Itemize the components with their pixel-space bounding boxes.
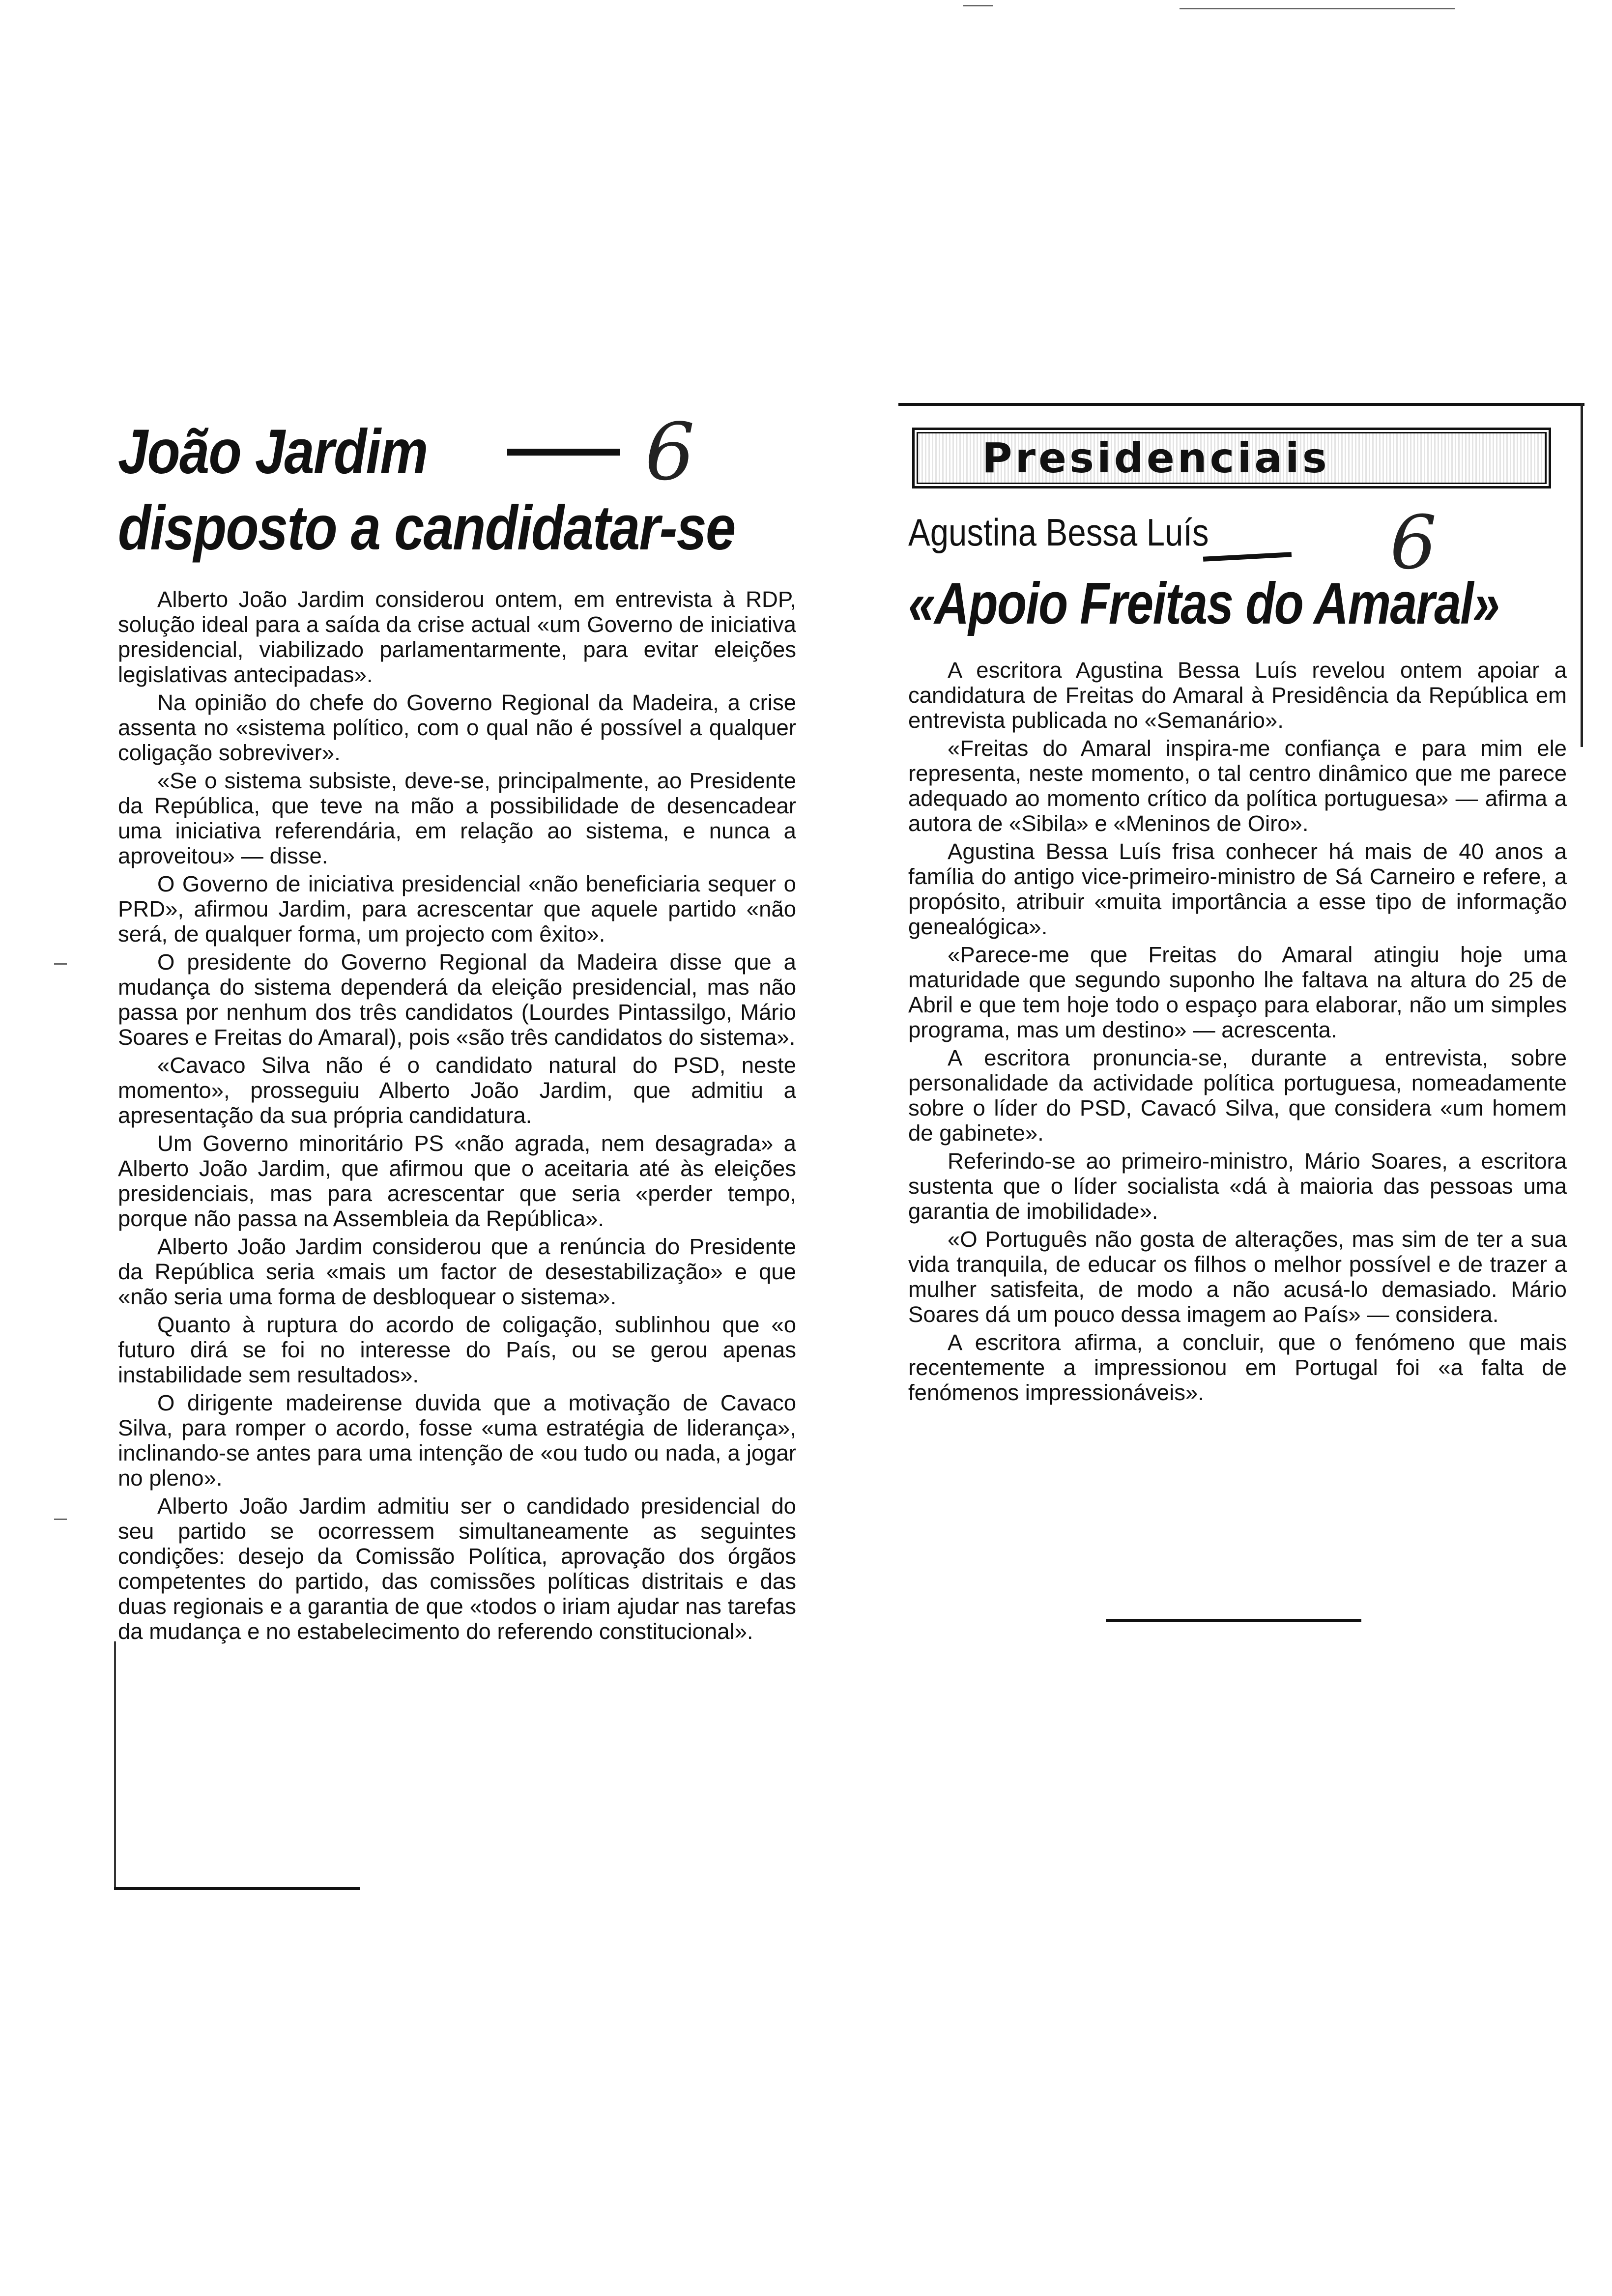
- clipping-edge-rule: [114, 1641, 116, 1890]
- paragraph: O Governo de iniciativa presidencial «não beneficiaria sequer o PRD», afirmou Jardim, para acrescentar que aquele partido «não será, de qualquer forma, um projecto com êxito».: [118, 871, 796, 947]
- left-headline-line1-row: [118, 406, 796, 498]
- handwritten-mark: 6: [645, 406, 695, 498]
- paragraph: Agustina Bessa Luís frisa conhecer há mais de 40 anos a família do antigo vice-primeiro-ministro de Sá Carneiro e refere, a propósito, atribuir «muita importância a esse tipo de informação genealógica».: [908, 839, 1567, 939]
- paragraph: «Parece-me que Freitas do Amaral atingiu hoje uma maturidade que segundo suponho lhe faltava na altura do 25 de Abril e que tem hoje todo o espaço para elaborar, não um simples programa, mas um destino» — acrescenta.: [908, 942, 1567, 1042]
- paragraph: O presidente do Governo Regional da Madeira disse que a mudança do sistema dependerá da eleição presidencial, mas não passa por nenhum dos três candidatos (Lourdes Pintassilgo, Mário Soares e Freitas do Amaral), pois «são três candidatos do sistema».: [118, 949, 796, 1050]
- paragraph: «Freitas do Amaral inspira-me confiança e para mim ele representa, neste momento, o tal centro dinâmico que me parece adequado ao momento crítico da política portuguesa» — afirma a autora de «Sibila» e «Meninos de Oiro».: [908, 736, 1567, 836]
- paragraph: O dirigente madeirense duvida que a motivação de Cavaco Silva, para romper o acordo, fosse «uma estratégia de liderança», inclinando-se antes para uma intenção de «ou tudo ou nada, a jogar no pleno».: [118, 1390, 796, 1491]
- clipping-bottom-rule: [114, 1887, 360, 1890]
- paragraph: «Cavaco Silva não é o candidato natural do PSD, neste momento», prosseguiu Alberto João Jardim, que admitiu a apresentação da sua própria candidatura.: [118, 1053, 796, 1128]
- paragraph: Alberto João Jardim admitiu ser o candidado presidencial do seu partido se ocorressem simultaneamente as seguintes condições: desejo da Comissão Política, aprovação dos órgãos competentes do partido, das comissões políticas distritais e das duas regionais e a garantia de que «todos o iriam ajudar nas tarefas da mudança e no estabelecimento do referendo constitucional».: [118, 1493, 796, 1644]
- scan-mark: [1180, 8, 1455, 9]
- paragraph: «O Português não gosta de alterações, mas sim de ter a sua vida tranquila, de educar os filhos o melhor possível e de trazer a mulher satisfeita, de modo a não acusá-lo demasiado. Mário Soares dá um pouco dessa imagem ao País» — considera.: [908, 1227, 1567, 1327]
- left-headline-line2: disposto a candidatar-se: [118, 493, 735, 563]
- left-headline-line1: João Jardim: [118, 417, 428, 487]
- section-label: Presidenciais: [982, 434, 1330, 482]
- right-article: [908, 428, 1567, 1408]
- right-headline: «Apoio Freitas do Amaral»: [908, 571, 1499, 636]
- paragraph: «Se o sistema subsiste, deve-se, principalmente, ao Presidente da República, que teve na mão a possibilidade de desencadear uma iniciativa referendária, em relação ao sistema, e nunca a aproveitou» — disse.: [118, 768, 796, 868]
- paragraph: Na opinião do chefe do Governo Regional da Madeira, a crise assenta no «sistema político, com o qual não é possível a qualquer coligação sobreviver».: [118, 690, 796, 765]
- headline-dash-rule: [507, 449, 620, 456]
- handwritten-underline: [1203, 552, 1292, 561]
- paragraph: Quanto à ruptura do acordo de coligação, sublinhou que «o futuro dirá se foi no interesse do País, ou se gerou apenas instabilidade sem resultados».: [118, 1312, 796, 1387]
- section-banner-inner: [917, 432, 1547, 484]
- paragraph: Alberto João Jardim considerou que a renúncia do Presidente da República seria «mais um factor de desestabilização» e que «não seria uma forma de desbloquear o sistema».: [118, 1234, 796, 1309]
- paragraph: Referindo-se ao primeiro-ministro, Mário Soares, a escritora sustenta que o líder socialista «dá à maioria das pessoas uma garantia de imobilidade».: [908, 1148, 1567, 1224]
- paragraph: Alberto João Jardim considerou ontem, em entrevista à RDP, solução ideal para a saída da crise actual «um Governo de iniciativa presidencial, viabilizado parlamentarmente, para evitar eleições legislativas antecipadas».: [118, 587, 796, 687]
- section-banner: [912, 428, 1551, 488]
- paragraph: Um Governo minoritário PS «não agrada, nem desagrada» a Alberto João Jardim, que afirmou que o aceitaria até às eleições presidenciais, mas para acrescentar que seria «perder tempo, porque não passa na Assembleia da República».: [118, 1131, 796, 1231]
- handwritten-mark: 6: [1390, 500, 1437, 586]
- scan-mark: [54, 963, 67, 965]
- byline-row: [908, 500, 1567, 586]
- left-article-body: [118, 587, 796, 1644]
- paragraph: A escritora Agustina Bessa Luís revelou ontem apoiar a candidatura de Freitas do Amaral à Presidência da República em entrevista publicada no «Semanário».: [908, 658, 1567, 733]
- article-end-rule: [1106, 1619, 1361, 1622]
- clipping-top-rule: [898, 403, 1584, 406]
- paragraph: A escritora afirma, a concluir, que o fenómeno que mais recentemente a impressionou em Portugal foi «a falta de fenómenos impressionáveis».: [908, 1330, 1567, 1405]
- byline: Agustina Bessa Luís: [908, 511, 1209, 554]
- scan-mark: [54, 1519, 67, 1520]
- scan-mark: [963, 5, 993, 6]
- clipping-edge-rule: [1581, 403, 1583, 747]
- right-article-body: [908, 658, 1567, 1405]
- left-article: [118, 406, 796, 1647]
- paragraph: A escritora pronuncia-se, durante a entrevista, sobre personalidade da actividade política portuguesa, nomeadamente sobre o líder do PSD, Cavacó Silva, que considera «um homem de gabinete».: [908, 1045, 1567, 1146]
